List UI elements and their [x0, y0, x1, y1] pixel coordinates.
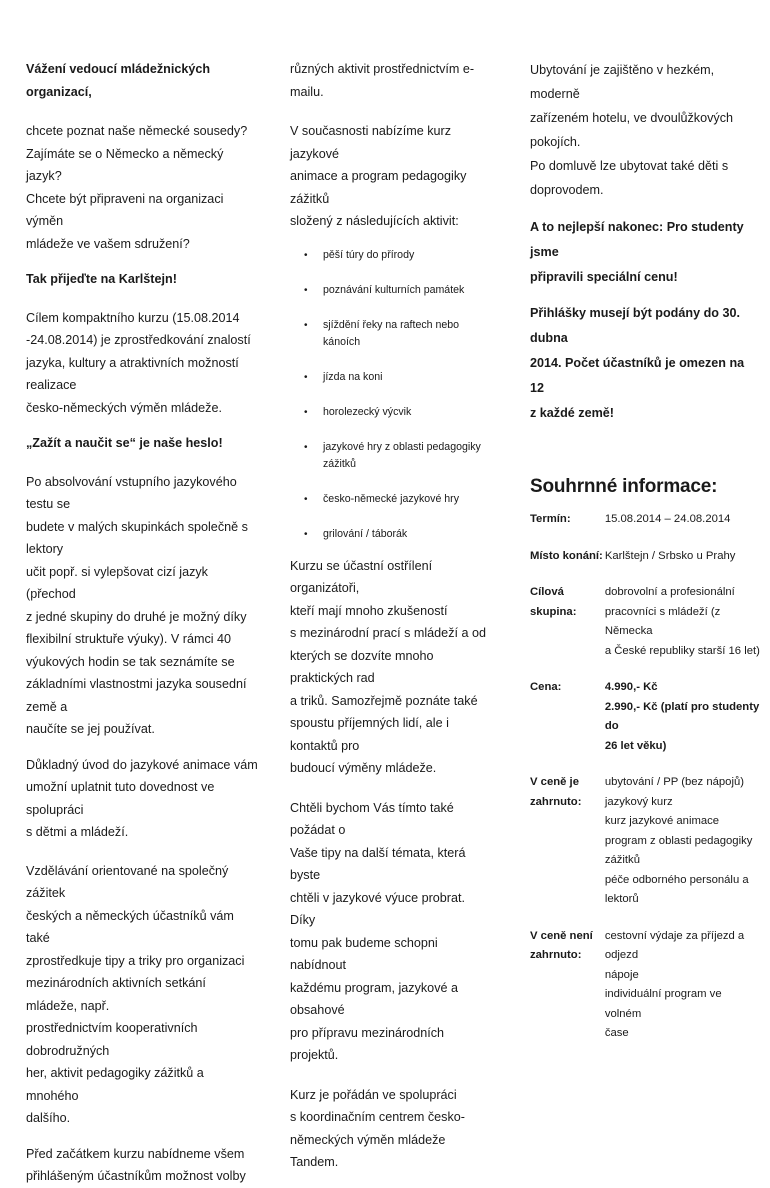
animation-paragraph: Důkladný úvod do jazykové animace vám umožní uplatnit tuto dovednost ve spolupráci s dětmi a mládeží.: [26, 757, 258, 839]
education-paragraph: Vzdělávání orientované na společný zážitek českých a německých účastníků vám také zprostředkuje tipy a triky pro organizaci mezinárodních aktivních setkání mládeže, např. prostřednictvím kooperativních dobrodružných her, aktivit pedagogiky zážitků a mnohého dalšího.: [26, 863, 245, 1125]
column-right: [530, 58, 760, 1044]
organizers-paragraph: Kurzu se účastní ostřílení organizátoři, kteří mají mnoho zkušeností s mezinárodní prací s mládeží a od kterých se dozvíte mnoho praktických rad a triků. Samozřejmě poznáte také spoustu příjemných lidí, ale i kontaktů pro budoucí výměny mládeže.: [290, 558, 486, 775]
accommodation-paragraph: Ubytování je zajištěno v hezkém, moderně zařízeném hotelu, ve dvoulůžkových pokojích. Po domluvě lze ubytovat také děti s doprovodem.: [530, 63, 734, 197]
list-item: • česko-německé jazykové hry: [290, 491, 488, 508]
bullet-icon: •: [304, 441, 308, 453]
included-label: V ceně je zahrnuto:: [530, 776, 582, 808]
target-label: Cílová skupina:: [530, 586, 577, 618]
summary-row-place: [530, 547, 760, 567]
list-item: • horolezecký výcvik: [290, 404, 488, 421]
summary-row-price: [530, 678, 760, 756]
student-price-note: A to nejlepší nakonec: Pro studenty jsme připravili speciální cenu!: [530, 220, 744, 284]
intro-paragraph: chcete poznat naše německé sousedy? Zajímáte se o Německo a německý jazyk? Chcete být připraveni na organizaci výměn mládeže ve vašem sdružení?: [26, 124, 248, 251]
heading-karlstejn: Tak přijeďte na Karlštejn!: [26, 272, 177, 286]
column-left: [26, 58, 258, 1188]
place-label: Místo konání:: [530, 549, 603, 562]
motto: „Zažít a naučit se“ je naše heslo!: [26, 436, 223, 450]
list-item: • jazykové hry z oblasti pedagogiky zážitků: [304, 440, 481, 470]
summary-row-excluded: [530, 927, 760, 1044]
list-item: • pěší túry do přírody: [290, 247, 488, 264]
bullet-icon: •: [304, 406, 308, 418]
price-value: 4.990,- Kč 2.990,- Kč (platí pro studenty do 26 let věku): [604, 681, 760, 752]
tips-paragraph: Chtěli bychom Vás tímto také požádat o Vaše tipy na další témata, která byste chtěli v jazykové výuce probrat. Díky tomu pak budeme schopni nabídnout každému program, jazykové a obsahové pro přípravu mezinárodních projektů.: [290, 800, 466, 1062]
organized-paragraph: Kurz je pořádán ve spolupráci s koordinačním centrem česko- německých výměn mládeže Tandem.: [290, 1087, 465, 1169]
before-course-paragraph: Před začátkem kurzu nabídneme všem přihlášeným účastníkům možnost volby: [26, 1146, 246, 1183]
summary-title: Souhrnné informace:: [530, 476, 718, 497]
summary-row-included: [530, 773, 760, 910]
purpose-paragraph: Cílem kompaktního kurzu (15.08.2014 -24.08.2014) je zprostředkování znalostí jazyka, kultury a atraktivních možností realizace česko-německých výměn mládeže.: [26, 310, 251, 415]
term-label: Termín:: [530, 513, 571, 525]
bullet-icon: •: [304, 371, 308, 383]
price-label: Cena:: [530, 681, 562, 693]
offer-paragraph: V současnosti nabízíme kurz jazykové animace a program pedagogiky zážitků složený z následujících aktivit:: [290, 124, 467, 228]
bullet-icon: •: [304, 319, 308, 331]
list-item: • grilování / táborák: [290, 526, 488, 543]
excluded-value: cestovní výdaje za příjezd a odjezd nápoje individuální program ve volném čase: [604, 929, 745, 1039]
test-paragraph: Po absolvování vstupního jazykového testu se budete v malých skupinkách společně s lektory učit popř. si vylepšovat cizí jazyk (přechod z jedné skupiny do druhé je možný díky flexibilní struktuře výuky). V rámci 40 výukových hodin se tak seznámíte se základními vlastnostmi jazyka sousední země a naučíte se jej používat.: [26, 474, 248, 736]
term-value: 15.08.2014 – 24.08.2014: [604, 513, 731, 525]
summary-row-target: [530, 583, 760, 661]
summary-table: [530, 510, 760, 1044]
activities-list: [290, 247, 488, 543]
greeting: Vážení vedoucí mládežnických organizací,: [26, 62, 211, 99]
list-item: • sjíždění řeky na raftech nebo kánoích: [304, 318, 460, 348]
bullet-icon: •: [304, 528, 308, 540]
list-item: • poznávání kulturních památek: [290, 282, 488, 299]
bullet-icon: •: [304, 249, 308, 261]
list-item: • jízda na koni: [290, 369, 488, 386]
column-middle: [290, 58, 488, 1174]
applications-deadline: Přihlášky musejí být podány do 30. dubna 2014. Počet účastníků je omezen na 12 z každé země!: [530, 306, 745, 420]
place-value: Karlštejn / Srbsko u Prahy: [604, 549, 736, 562]
email-continuation: různých aktivit prostřednictvím e-mailu.: [290, 62, 475, 99]
bullet-icon: •: [304, 284, 308, 296]
excluded-label: V ceně není zahrnuto:: [530, 929, 593, 961]
summary-row-term: [530, 510, 760, 530]
target-value: dobrovolní a profesionální pracovníci s mládeží (z Německa a České republiky starší 16 let): [604, 586, 760, 657]
bullet-icon: •: [304, 493, 308, 505]
included-value: ubytování / PP (bez nápojů) jazykový kurz kurz jazykové animace program z oblasti pedagogiky zážitků péče odborného personálu a lektorů: [604, 776, 753, 905]
